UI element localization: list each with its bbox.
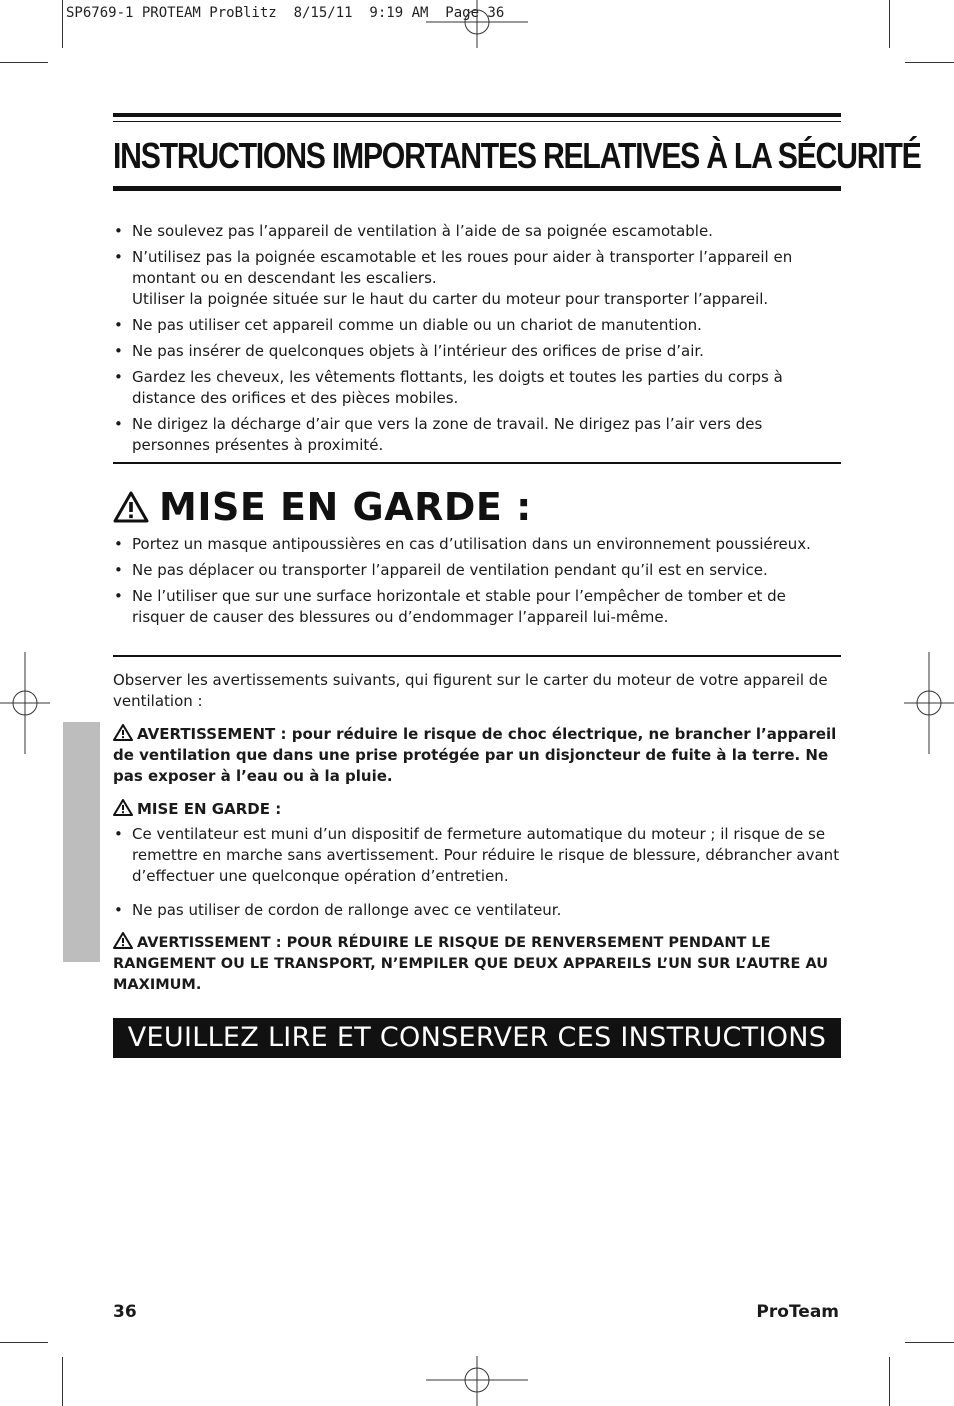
caution2-heading <box>113 799 841 820</box>
list-item: • Ne pas insérer de quelconques objets à l’intérieur des orifices de prise d’air. <box>113 341 841 362</box>
crop-mark <box>905 62 954 63</box>
warning-triangle-icon <box>113 799 133 816</box>
registration-mark-icon <box>426 0 528 48</box>
list-item: • Portez un masque antipoussières en cas d’utilisation dans un environnement poussiéreux. <box>113 534 841 555</box>
list-item: • Ne l’utiliser que sur une surface horizontale et stable pour l’empêcher de tomber et de risquer de causer des blessures ou d’endommager l’appareil lui-même. <box>113 586 841 628</box>
printer-slug: SP6769-1 PROTEAM ProBlitz 8/15/11 9:19 AM Page 36 <box>66 5 505 21</box>
title-rule-bottom <box>113 187 841 191</box>
brand-name: ProTeam <box>756 1302 839 1322</box>
list-item: • Gardez les cheveux, les vêtements flottants, les doigts et toutes les parties du corps à distance des orifices et des pièces mobiles. <box>113 367 841 409</box>
observe-paragraph: Observer les avertissements suivants, qui figurent sur le carter du moteur de votre appareil de ventilation : <box>113 671 828 710</box>
registration-mark-icon <box>426 1356 528 1406</box>
warning-triangle-icon <box>113 491 149 523</box>
caution-heading <box>113 485 532 529</box>
list-item: • Ne dirigez la décharge d’air que vers la zone de travail. Ne dirigez pas l’air vers des personnes présentes à proximité. <box>113 414 841 456</box>
read-and-save-banner: VEUILLEZ LIRE ET CONSERVER CES INSTRUCTIONS <box>113 1018 841 1058</box>
warning-triangle-icon <box>113 932 133 949</box>
crop-mark <box>0 1342 48 1343</box>
warning-label: AVERTISSEMENT : <box>137 935 282 951</box>
crop-mark <box>62 0 63 48</box>
warning-text: POUR RÉDUIRE LE RISQUE DE RENVERSEMENT PENDANT LE RANGEMENT OU LE TRANSPORT, N’EMPILER QUE DEUX APPAREILS L’UN SUR L’AUTRE AU MAXIMUM. <box>113 935 829 993</box>
crop-mark <box>0 62 48 63</box>
warning-label: AVERTISSEMENT : <box>137 725 287 743</box>
page-title: INSTRUCTIONS IMPORTANTES RELATIVES À LA SÉCURITÉ <box>113 135 921 176</box>
caution2-list <box>113 824 841 926</box>
crop-mark <box>905 1342 954 1343</box>
divider <box>113 655 841 657</box>
title-rule-top-thin <box>113 121 841 122</box>
warning-tip-over <box>113 932 841 996</box>
list-item: • Ne soulevez pas l’appareil de ventilation à l’aide de sa poignée escamotable. <box>113 221 841 242</box>
list-item: • Ne pas utiliser de cordon de rallonge avec ce ventilateur. <box>113 900 841 921</box>
title-rule-top <box>113 113 841 117</box>
warning-electric-shock <box>113 724 841 787</box>
safety-list <box>113 221 841 461</box>
list-item: • Ne pas déplacer ou transporter l’appareil de ventilation pendant qu’il est en service. <box>113 560 841 581</box>
crop-mark <box>889 1357 890 1406</box>
registration-mark-icon <box>904 652 954 754</box>
caution-heading-text: MISE EN GARDE : <box>159 485 532 529</box>
list-item: • Ne pas utiliser cet appareil comme un diable ou un chariot de manutention. <box>113 315 841 336</box>
warning-triangle-icon <box>113 724 133 741</box>
list-item: • Ce ventilateur est muni d’un dispositif de fermeture automatique du moteur ; il risque de se remettre en marche sans avertissement. Pour réduire le risque de blessure, débrancher avant d’effectuer une quelconque opération d’entretien. <box>113 824 841 887</box>
title-block <box>113 113 921 191</box>
crop-mark <box>889 0 890 48</box>
crop-mark <box>62 1357 63 1406</box>
caution2-label: MISE EN GARDE : <box>137 800 282 818</box>
page-number: 36 <box>113 1302 137 1322</box>
list-item: • N’utilisez pas la poignée escamotable et les roues pour aider à transporter l’appareil en montant ou en descendant les escaliers. Utiliser la poignée située sur le haut du carter du moteur pour transporter l’appareil. <box>113 247 841 310</box>
side-tab <box>63 722 100 962</box>
divider <box>113 462 841 464</box>
registration-mark-icon <box>0 652 50 754</box>
caution-list <box>113 534 841 633</box>
warning-text: pour réduire le risque de choc électrique, ne brancher l’appareil de ventilation que dans une prise protégée par un disjoncteur de fuite à la terre. Ne pas exposer à l’eau ou à la pluie. <box>113 725 837 785</box>
